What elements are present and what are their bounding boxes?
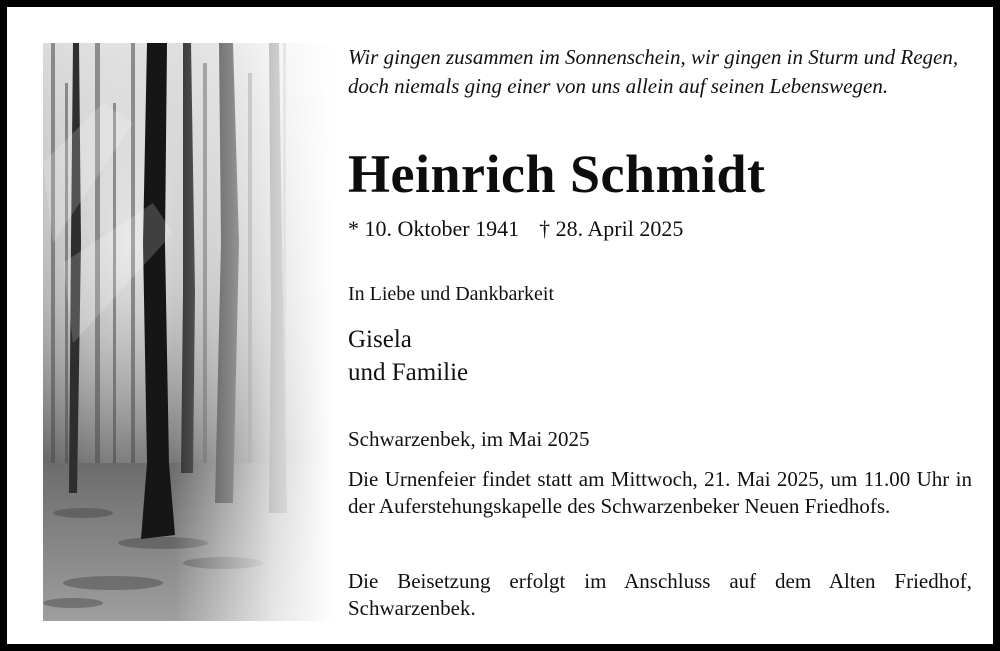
deceased-name: Heinrich Schmidt xyxy=(348,144,766,204)
burial-notice: Die Beisetzung erfolgt im Anschluss auf dem Alten Friedhof, Schwarzenbek. xyxy=(348,569,972,620)
place-and-date: Schwarzenbek, im Mai 2025 xyxy=(348,427,590,451)
dedication-text: In Liebe und Dankbarkeit xyxy=(348,283,555,305)
death-date: † 28. April 2025 xyxy=(539,216,684,241)
mourner-line-2: und Familie xyxy=(348,359,469,386)
quote-line-2: doch niemals ging einer von uns allein auf seinen Lebenswegen. xyxy=(348,74,889,98)
forest-illustration xyxy=(43,43,333,621)
memorial-quote xyxy=(348,43,978,101)
forest-photo xyxy=(43,43,333,621)
mourners xyxy=(348,323,468,389)
funeral-notice: Die Urnenfeier findet statt am Mittwoch, 21. Mai 2025, um 11.00 Uhr in der Auferstehungskapelle des Schwarzenbeker Neuen Friedhofs. xyxy=(348,467,972,518)
birth-date: * 10. Oktober 1941 xyxy=(348,216,520,241)
life-dates xyxy=(348,216,683,242)
quote-line-1: Wir gingen zusammen im Sonnenschein, wir gingen in Sturm und Regen, xyxy=(348,45,959,69)
mourner-line-1: Gisela xyxy=(348,326,412,353)
